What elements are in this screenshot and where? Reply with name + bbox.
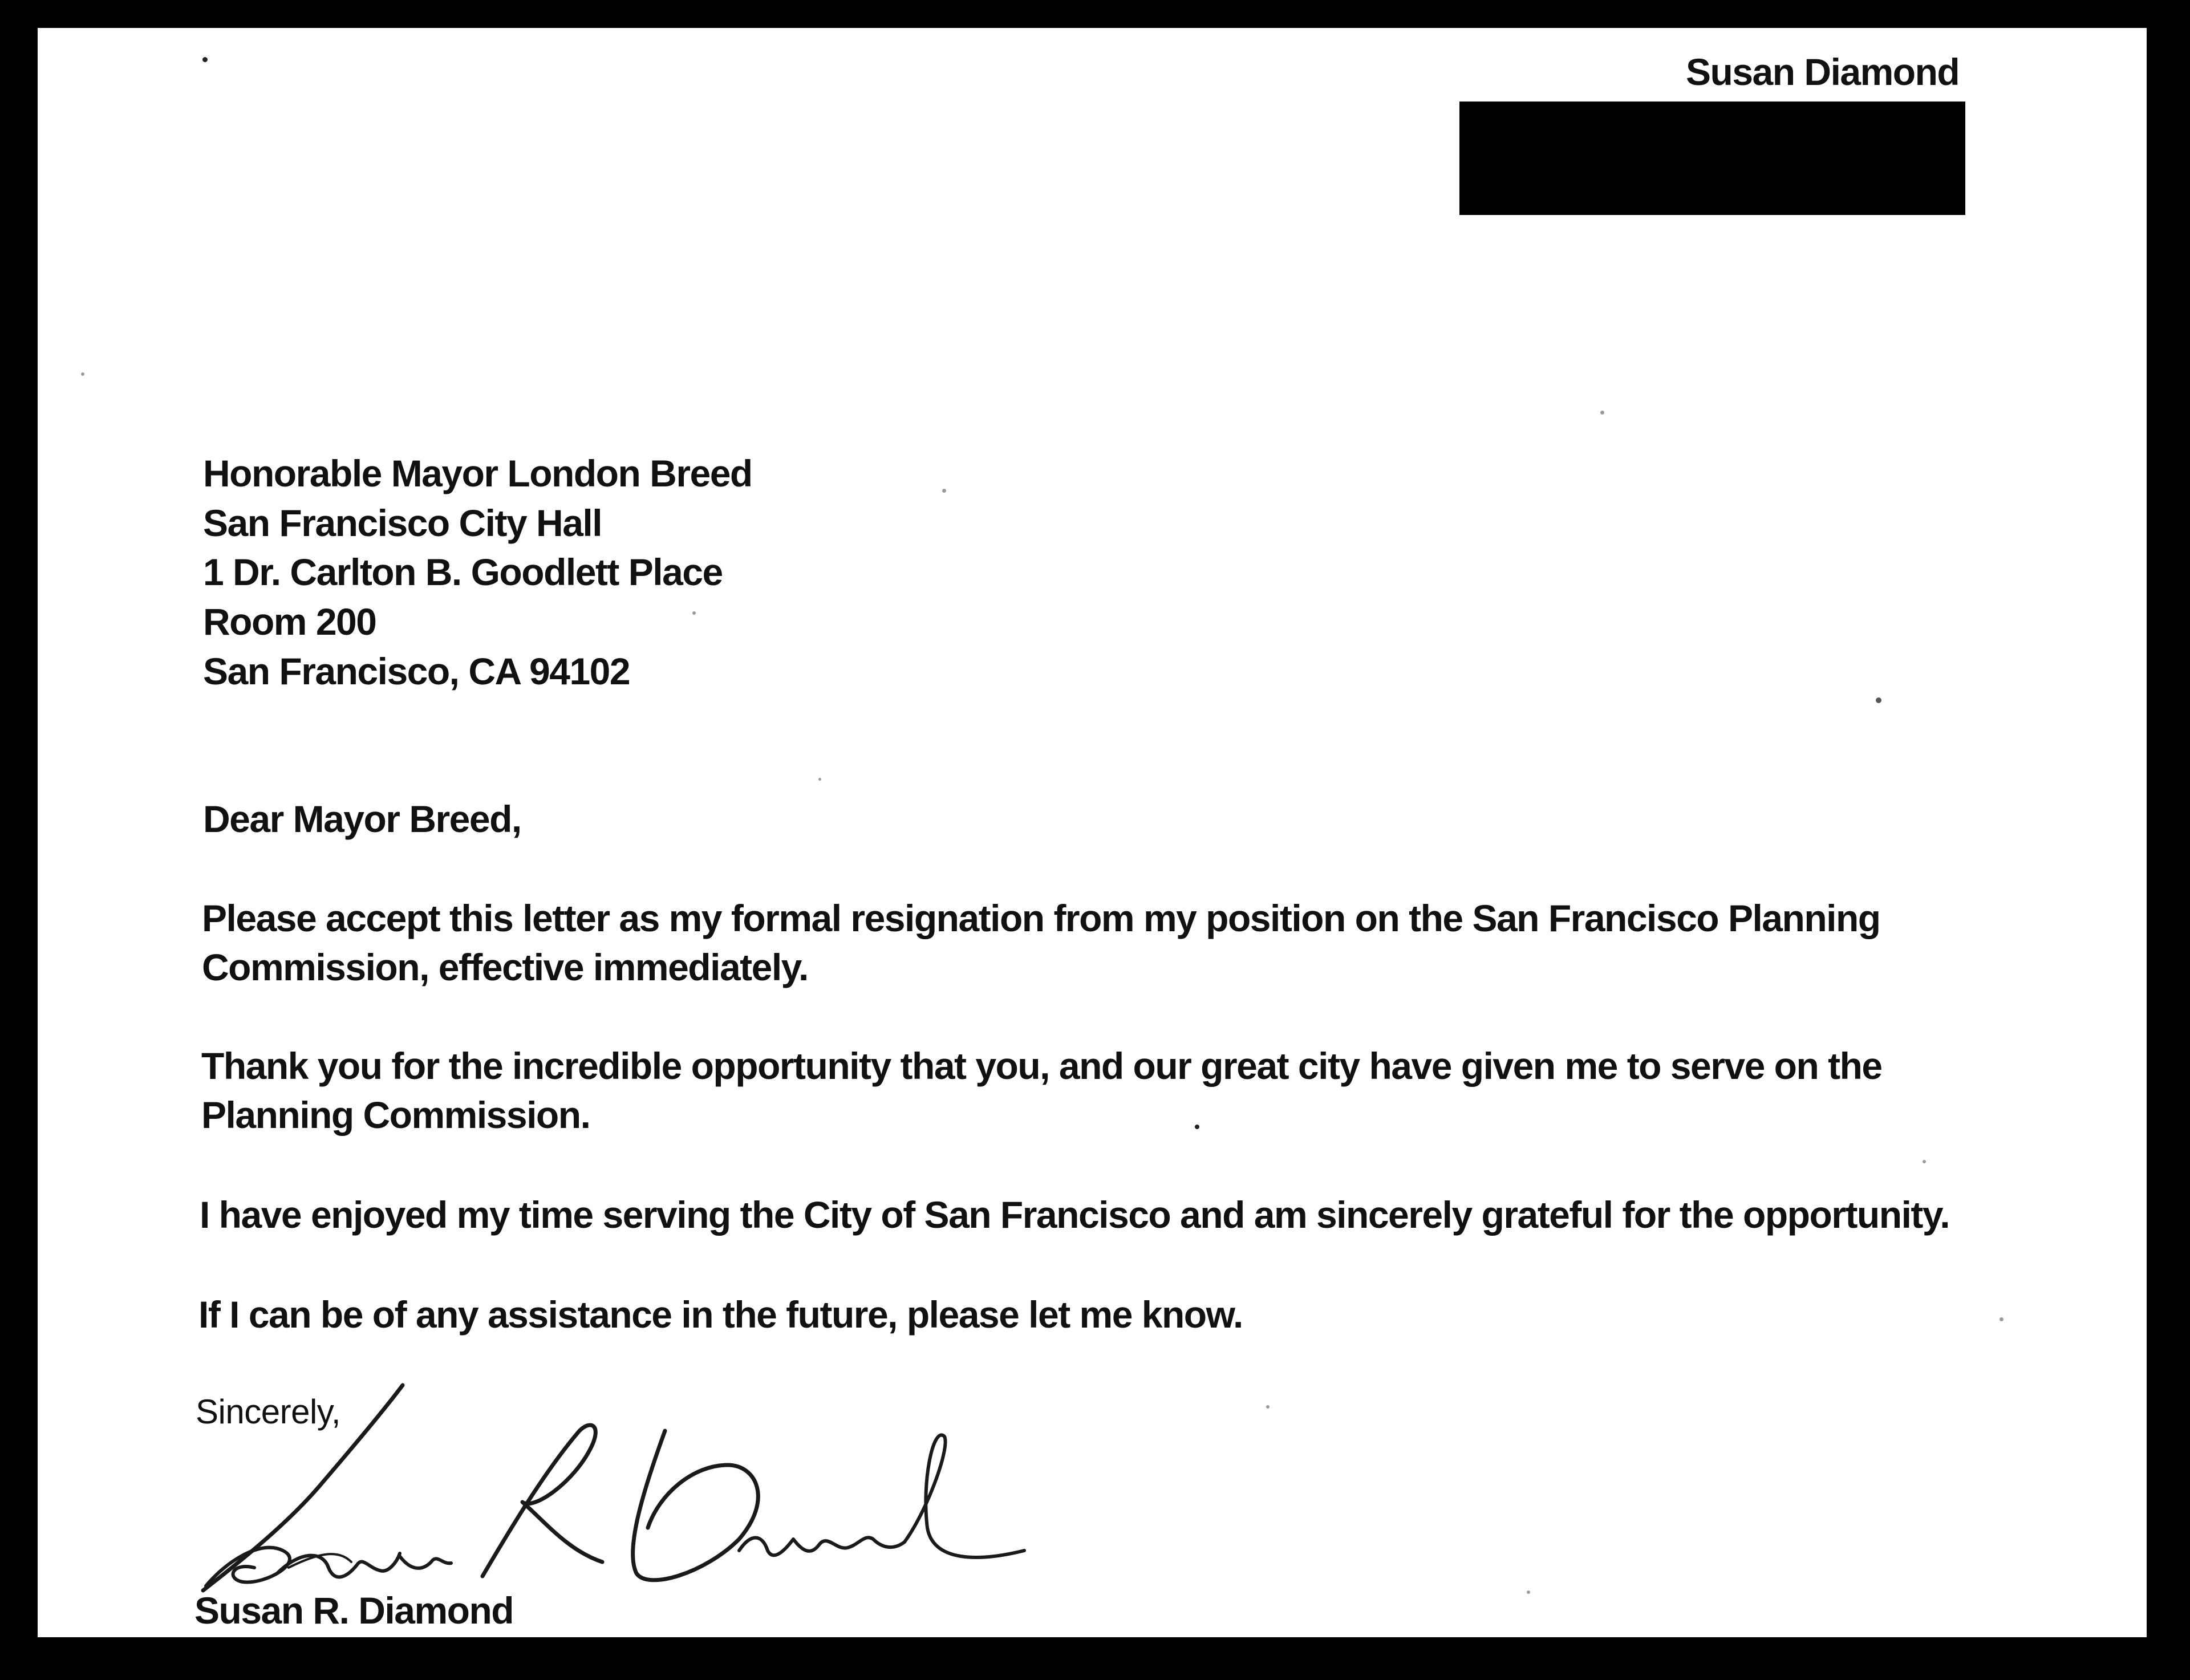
recipient-line: 1 Dr. Carlton B. Goodlett Place [203, 551, 723, 593]
recipient-line: San Francisco City Hall [203, 502, 602, 544]
scan-speck [2000, 1317, 2004, 1321]
scan-speck [81, 372, 84, 376]
scan-speck [1923, 1160, 1926, 1163]
scan-speck [1527, 1590, 1530, 1594]
letter-page [38, 28, 2147, 1637]
scan-speck [1266, 1405, 1270, 1409]
recipient-line: Honorable Mayor London Breed [203, 452, 752, 494]
scan-speck [692, 611, 696, 615]
scan-speck [1195, 1125, 1199, 1129]
signature [192, 1379, 1036, 1602]
scan-speck [818, 778, 821, 781]
salutation: Dear Mayor Breed, [203, 798, 521, 840]
paragraph-line: I have enjoyed my time serving the City of San Francisco and am sincerely grateful for the opportunity. [200, 1194, 1950, 1236]
sender-name: Susan Diamond [1686, 51, 1960, 93]
paragraph-line: Commission, effective immediately. [202, 946, 808, 988]
paragraph-line: Thank you for the incredible opportunity that you, and our great city have given me to serve on the [201, 1045, 1882, 1087]
scan-speck [202, 57, 208, 62]
typed-name: Susan R. Diamond [194, 1589, 514, 1632]
redaction-box [1459, 102, 1965, 215]
recipient-line: Room 200 [203, 600, 376, 643]
paragraph-line: Please accept this letter as my formal resignation from my position on the San Francisco Planning [202, 897, 1880, 939]
scan-speck [1876, 697, 1881, 703]
recipient-line: San Francisco, CA 94102 [203, 650, 630, 692]
paragraph-line: If I can be of any assistance in the future, please let me know. [198, 1293, 1243, 1336]
closing: Sincerely, [196, 1393, 340, 1431]
paragraph-line: Planning Commission. [201, 1094, 590, 1136]
scan-speck [1600, 411, 1604, 415]
scan-speck [942, 489, 946, 493]
